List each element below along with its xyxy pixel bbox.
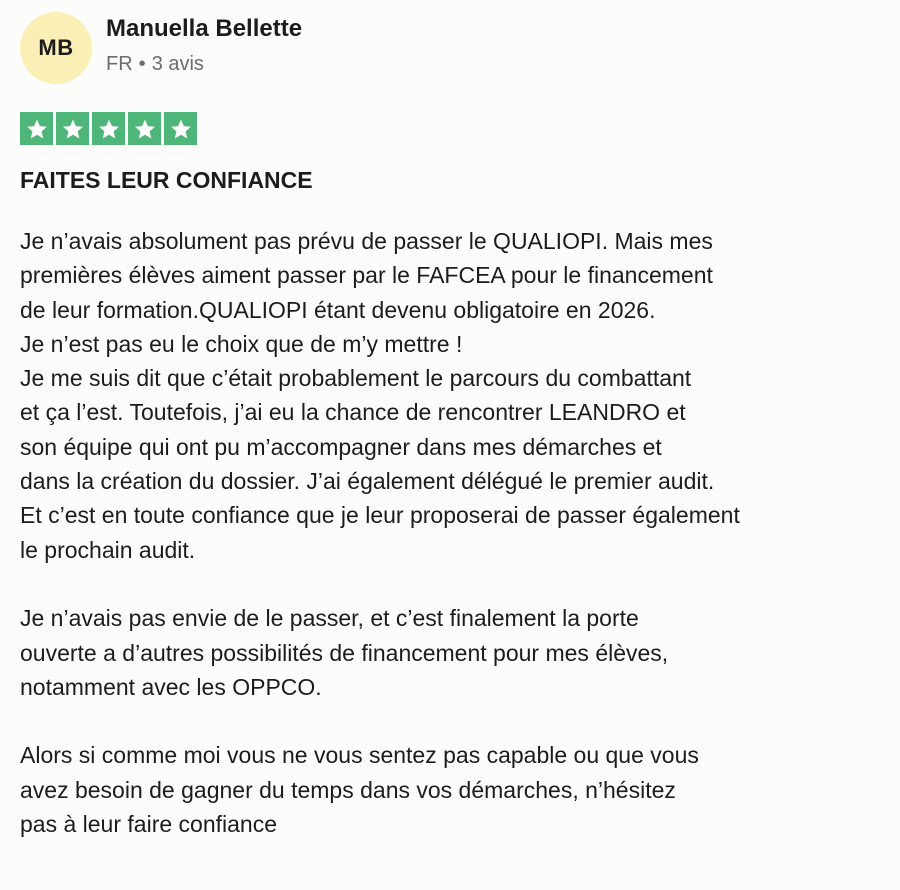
reviewer-name[interactable]: Manuella Bellette <box>106 15 303 42</box>
star-icon <box>20 112 53 145</box>
reviewer-country: FR <box>106 53 133 75</box>
meta-separator: • <box>138 53 146 75</box>
review-text-line: pas à leur faire confiance <box>20 811 277 838</box>
star-rating <box>20 112 197 145</box>
reviewer-review-count: 3 avis <box>151 53 204 75</box>
review-text-line <box>20 567 890 601</box>
review-text-line: notamment avec les OPPCO. <box>20 673 322 700</box>
star-icon <box>56 112 89 145</box>
star-icon <box>128 112 161 145</box>
review-text-line: Je me suis dit que c’était probablement le parcours du combattant <box>20 365 692 392</box>
reviewer-meta <box>106 50 302 78</box>
review-title: FAITES LEUR CONFIANCE <box>20 167 313 193</box>
review-text-line: Je n’avais pas envie de le passer, et c’est finalement la porte <box>20 605 639 632</box>
review-text-line: et ça l’est. Toutefois, j’ai eu la chance de rencontrer LEANDRO et <box>20 399 686 426</box>
review-text-line: le prochain audit. <box>20 536 196 563</box>
review-text-line: Je n’est pas eu le choix que de m’y mettre ! <box>20 330 463 357</box>
author-info <box>106 14 302 78</box>
review-header <box>20 12 302 84</box>
review-text-line: son équipe qui ont pu m’accompagner dans mes démarches et <box>20 433 662 460</box>
review-text-line: Je n’avais absolument pas prévu de passer le QUALIOPI. Mais mes <box>20 228 713 254</box>
review-text-line: Et c’est en toute confiance que je leur proposerai de passer également <box>20 502 740 529</box>
review-text-line: avez besoin de gagner du temps dans vos démarches, n’hésitez <box>20 776 676 803</box>
review-text-line <box>20 704 890 738</box>
avatar[interactable]: MB <box>20 12 92 84</box>
review-text-line: de leur formation.QUALIOPI étant devenu obligatoire en 2026. <box>20 296 656 323</box>
star-icon <box>92 112 125 145</box>
review-text-line: ouverte a d’autres possibilités de financement pour mes élèves, <box>20 639 669 666</box>
review-text-line: dans la création du dossier. J’ai également délégué le premier audit. <box>20 468 715 495</box>
review-text-line: Alors si comme moi vous ne vous sentez pas capable ou que vous <box>20 742 699 769</box>
star-icon <box>164 112 197 145</box>
review-text-line: premières élèves aiment passer par le FAFCEA pour le financement <box>20 262 713 289</box>
review-body <box>20 224 890 841</box>
